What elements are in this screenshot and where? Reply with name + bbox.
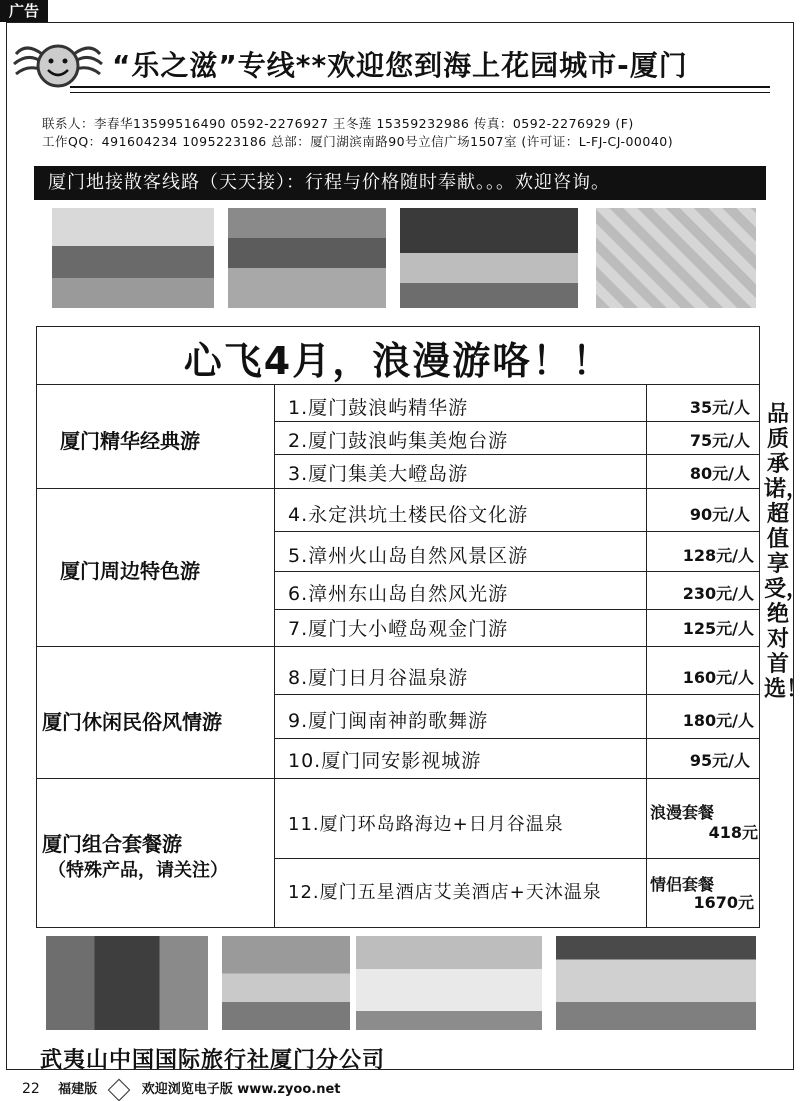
tour-11-package-name: 浪漫套餐 (650, 803, 715, 822)
edition-label: 福建版 (58, 1082, 98, 1097)
category-surroundings: 厦门周边特色游 (60, 559, 200, 583)
column-divider-category (274, 384, 275, 928)
tour-5: 5.漳州火山岛自然风景区游 (288, 545, 529, 567)
row-divider (274, 609, 760, 610)
tour-1: 1.厦门鼓浪屿精华游 (288, 397, 469, 419)
tour-12: 12.厦门五星酒店艾美酒店+天沐温泉 (288, 882, 602, 903)
company-name: 武夷山中国国际旅行社厦门分公司 (40, 1048, 386, 1073)
tour-2: 2.厦门鼓浪屿集美炮台游 (288, 430, 509, 452)
category-divider (36, 778, 760, 779)
tour-6: 6.漳州东山岛自然风光游 (288, 583, 509, 605)
ad-tag: 广告 (0, 0, 48, 22)
tour-7: 7.厦门大小嶝岛观金门游 (288, 618, 509, 640)
photo-hot-spring (400, 208, 578, 308)
photo-hotel-room (356, 936, 542, 1030)
tour-4: 4.永定洪坑土楼民俗文化游 (288, 504, 529, 526)
row-divider (274, 858, 760, 859)
tour-11-package-price: 418元 (708, 823, 758, 842)
row-divider (274, 454, 760, 455)
tour-2-price: 75元/人 (689, 431, 750, 450)
tour-4-price: 90元/人 (689, 505, 750, 524)
photo-doorway (46, 936, 208, 1030)
banner: 厦门地接散客线路（天天接）：行程与价格随时奉献。。。欢迎咨询。 (34, 166, 766, 200)
tour-12-package-price: 1670元 (693, 893, 754, 912)
headline: “乐之滋”专线**欢迎您到海上花园城市-厦门 (112, 49, 688, 82)
headline-rule-thin (70, 92, 770, 93)
contact-line-2: 工作QQ：491604234 1095223186 总部：厦门湖滨南路90号立信广场1507室 (许可证：L-FJ-CJ-00040) (42, 134, 674, 149)
category-package-note: （特殊产品，请关注） (48, 860, 228, 881)
photo-island-coast (52, 208, 214, 308)
tour-9-price: 180元/人 (682, 711, 754, 730)
category-divider (36, 488, 760, 489)
tour-3-price: 80元/人 (689, 464, 750, 483)
column-divider-price (646, 384, 647, 928)
side-slogan: 品质承诺，超值享受，绝对首选！ (764, 402, 808, 702)
row-divider (274, 694, 760, 695)
tour-6-price: 230元/人 (682, 584, 754, 603)
site-link[interactable]: 欢迎浏览电子版 www.zyoo.net (141, 1082, 341, 1097)
panel-title: 心飞4月，浪漫游咯！！ (183, 339, 613, 383)
tour-1-price: 35元/人 (689, 398, 750, 417)
logo-icon (108, 1078, 131, 1101)
photo-table-flowers (222, 936, 350, 1030)
photo-lobby (556, 936, 756, 1030)
headline-rule (70, 86, 770, 88)
row-divider (274, 421, 760, 422)
row-divider (274, 571, 760, 572)
tour-8: 8.厦门日月谷温泉游 (288, 667, 469, 689)
tour-3: 3.厦门集美大嶝岛游 (288, 463, 469, 485)
contact-line-1: 联系人：李春华13599516490 0592-2276927 王冬莲 15359232986 传真：0592-2276929 (F) (42, 116, 634, 131)
category-leisure: 厦门休闲民俗风情游 (42, 710, 222, 734)
page-number: 22 (22, 1081, 40, 1097)
category-divider (36, 646, 760, 647)
tour-7-price: 125元/人 (682, 619, 754, 638)
category-classic: 厦门精华经典游 (60, 429, 200, 453)
photo-tulou (228, 208, 386, 308)
panel-title-divider (36, 384, 760, 385)
tour-10-price: 95元/人 (689, 751, 750, 770)
row-divider (274, 531, 760, 532)
photo-statue (596, 208, 756, 308)
tour-12-package-name: 情侣套餐 (650, 875, 715, 894)
category-package: 厦门组合套餐游 (42, 832, 182, 856)
tour-11: 11.厦门环岛路海边+日月谷温泉 (288, 814, 564, 835)
row-divider (274, 738, 760, 739)
footer (22, 1078, 340, 1098)
tour-8-price: 160元/人 (682, 668, 754, 687)
tour-9: 9.厦门闽南神韵歌舞游 (288, 710, 489, 732)
tour-10: 10.厦门同安影视城游 (288, 750, 482, 772)
tour-5-price: 128元/人 (682, 546, 754, 565)
